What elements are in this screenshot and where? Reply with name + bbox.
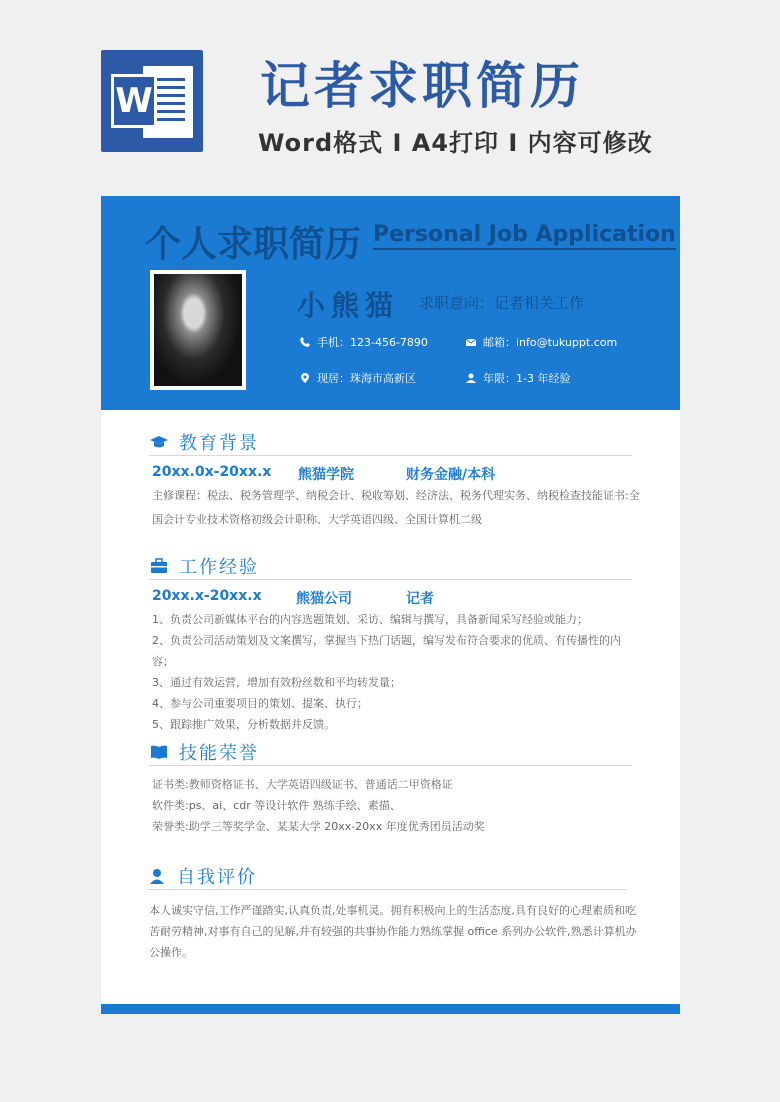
experience-text: 年限：1-3 年经验 <box>483 372 571 385</box>
email-text: 邮箱：info@tukuppt.com <box>483 336 618 349</box>
phone-icon <box>299 336 311 348</box>
work-role: 记者 <box>406 591 434 607</box>
work-section-header <box>149 552 632 580</box>
education-section-header <box>149 428 632 456</box>
graduation-cap-icon <box>149 433 169 451</box>
list-item: 2、负责公司活动策划及文案撰写，掌握当下热门话题，编写发布符合要求的优质、有传播性的内容； <box>152 634 621 668</box>
self-eval-section-header <box>147 862 627 890</box>
resume-title-cn: 个人求职简历 <box>145 224 362 265</box>
location-info <box>299 370 416 386</box>
book-icon <box>149 743 169 761</box>
self-eval-text: 本人诚实守信,工作严谨踏实,认真负责,处事机灵。拥有积极向上的生活态度,具有良好的心理素质和吃 苦耐劳精神,对事有自己的见解,并有较强的共事协作能力熟练掌握 office 系列办公软件,熟悉计算机办 公操作。 <box>149 904 637 959</box>
page-subtitle: Word格式 I A4打印 I 内容可修改 <box>258 129 653 157</box>
location-text: 现居：珠海市高新区 <box>317 372 416 385</box>
list-item: 证书类:教师资格证书、大学英语四级证书、普通话二甲资格证 <box>152 778 453 791</box>
resume-header <box>101 196 680 410</box>
education-major: 财务金融/本科 <box>406 467 496 483</box>
list-item: 3、通过有效运营，增加有效粉丝数和平均转发量； <box>152 676 401 689</box>
work-period: 20xx.x-20xx.x <box>152 588 262 604</box>
profile-photo <box>150 270 246 390</box>
work-company: 熊猫公司 <box>296 591 352 607</box>
skills-section-header <box>149 738 632 766</box>
mail-icon <box>465 336 477 348</box>
phone-info <box>299 334 428 350</box>
list-item: 软件类:ps、ai、cdr 等设计软件 熟练手绘、素描、 <box>152 799 401 812</box>
work-duties <box>152 609 642 735</box>
list-item: 4、参与公司重要项目的策划、提案、执行； <box>152 697 368 710</box>
education-period: 20xx.0x-20xx.x <box>152 464 272 480</box>
list-item: 1、负责公司新媒体平台的内容选题策划、采访、编辑与撰写，具备新闻采写经验或能力； <box>152 613 588 626</box>
email-info <box>465 334 617 350</box>
self-eval-heading: 自我评价 <box>177 866 257 888</box>
candidate-name: 小熊猫 <box>297 289 400 322</box>
education-description: 主修课程：税法、税务管理学、纳税会计、税收筹划、经济法、税务代理实务、纳税检查技能证书:全 国会计专业技术资格初级会计职称、大学英语四级、全国计算机二级 <box>152 489 640 526</box>
resume-title-en: Personal Job Application <box>373 222 676 250</box>
page-title: 记者求职简历 <box>260 57 584 115</box>
list-item: 荣誉类:助学三等奖学金、某某大学 20xx-20xx 年度优秀团员活动奖 <box>152 820 485 833</box>
skills-heading: 技能荣誉 <box>179 742 259 764</box>
user-icon <box>147 867 167 885</box>
resume-paper <box>101 196 680 1014</box>
bottom-accent-bar <box>101 1004 680 1014</box>
word-logo <box>101 50 203 152</box>
education-school: 熊猫学院 <box>298 467 354 483</box>
education-heading: 教育背景 <box>179 432 259 454</box>
skills-list <box>152 774 642 837</box>
user-icon <box>465 372 477 384</box>
experience-info <box>465 370 570 386</box>
work-heading: 工作经验 <box>179 556 259 578</box>
job-intent: 求职意向：记者相关工作 <box>419 294 585 312</box>
list-item: 5、跟踪推广效果，分析数据并反馈。 <box>152 718 335 731</box>
briefcase-icon <box>149 557 169 575</box>
location-pin-icon <box>299 372 311 384</box>
phone-text: 手机：123-456-7890 <box>317 336 428 349</box>
word-letter: W <box>111 74 157 128</box>
